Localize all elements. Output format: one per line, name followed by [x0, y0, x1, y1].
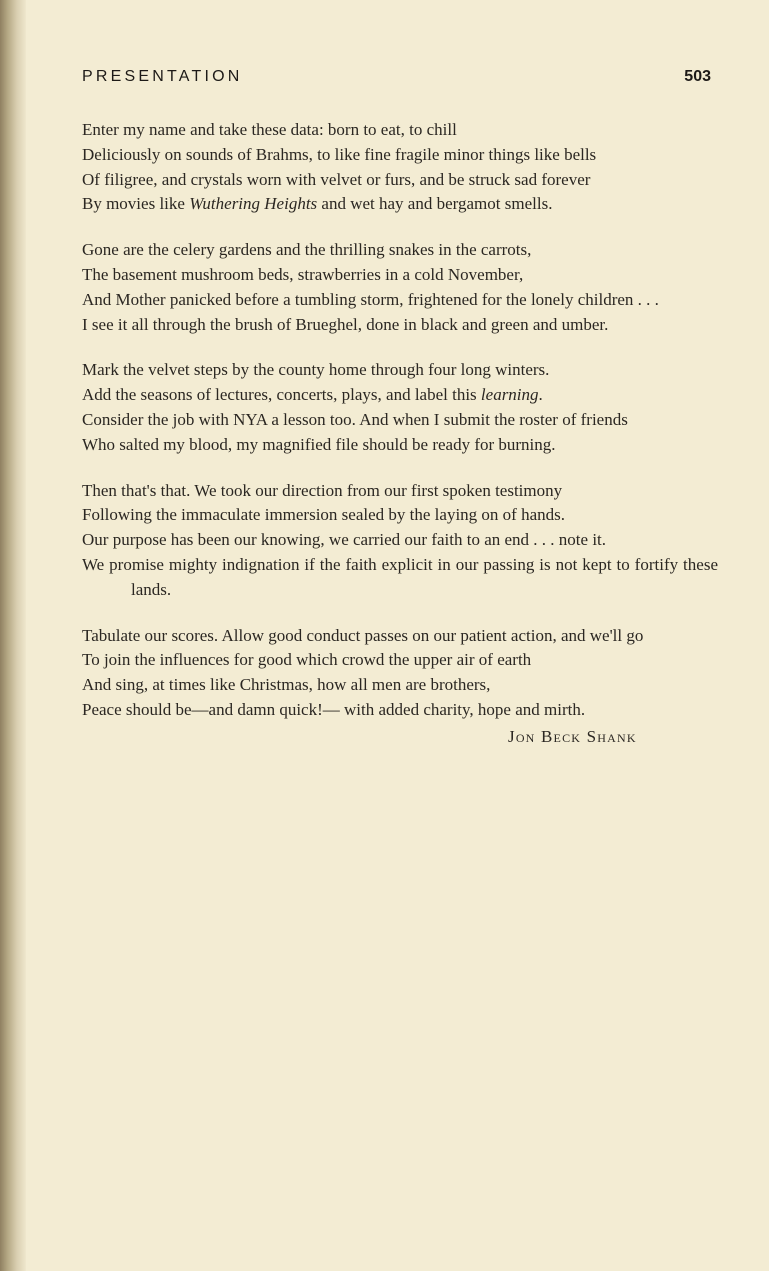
poem-line: Gone are the celery gardens and the thrilling snakes in the carrots, — [82, 240, 532, 260]
poem-line — [82, 383, 718, 408]
stanza-5 — [82, 624, 718, 749]
author-signature: Jon Beck Shank — [508, 726, 637, 746]
poem-line: Deliciously on sounds of Brahms, to like fine fragile minor things like bells — [82, 144, 597, 164]
poem-line: Our purpose has been our knowing, we carried our faith to an end . . . note it. — [82, 530, 607, 550]
poem-line: Peace should be—and damn quick!— with added charity, hope and mirth. — [82, 699, 586, 719]
line-text: and wet hay and bergamot smells. — [317, 194, 553, 214]
poem-line: Consider the job with NYA a lesson too. And when I submit the roster of friends — [82, 409, 628, 429]
poem-line: And sing, at times like Christmas, how all men are brothers, — [82, 675, 491, 695]
poem-line: We promise mighty indignation if the faith explicit in our passing is not kept to fortify these lands. — [82, 554, 718, 599]
line-text: Add the seasons of lectures, concerts, plays, and label this — [82, 385, 481, 405]
stanza-3 — [82, 358, 718, 457]
stanza-4 — [82, 479, 718, 603]
poem-line: I see it all through the brush of Brueghel, done in black and green and umber. — [82, 314, 609, 334]
stanza-2 — [82, 238, 718, 337]
stanza-1 — [82, 118, 718, 217]
poem-line: Enter my name and take these data: born to eat, to chill — [82, 120, 457, 139]
poem-line: Mark the velvet steps by the county home through four long winters. — [82, 360, 550, 380]
poem-line: To join the influences for good which crowd the upper air of earth — [82, 650, 532, 670]
poem-line: Following the immaculate immersion sealed by the laying on of hands. — [82, 505, 565, 525]
poem-line: Of filigree, and crystals worn with velvet or furs, and be struck sad forever — [82, 169, 591, 189]
running-title: PRESENTATION — [82, 68, 243, 85]
running-head — [82, 68, 711, 94]
poem-line: Who salted my blood, my magnified file should be ready for burning. — [82, 434, 556, 454]
poem — [82, 118, 718, 770]
poem-line: Then that's that. We took our direction from our first spoken testimony — [82, 480, 563, 500]
page-number: 503 — [684, 68, 711, 85]
line-text: . — [538, 385, 543, 405]
poem-line: Tabulate our scores. Allow good conduct passes on our patient action, and we'll go — [82, 625, 644, 645]
poem-line — [82, 192, 718, 217]
line-text: By movies like — [82, 194, 190, 214]
italic-word: learning — [480, 385, 539, 405]
italic-title: Wuthering Heights — [189, 194, 318, 214]
poem-line: The basement mushroom beds, strawberries in a cold November, — [82, 264, 524, 284]
poem-line: And Mother panicked before a tumbling storm, frightened for the lonely children . . . — [82, 289, 659, 309]
